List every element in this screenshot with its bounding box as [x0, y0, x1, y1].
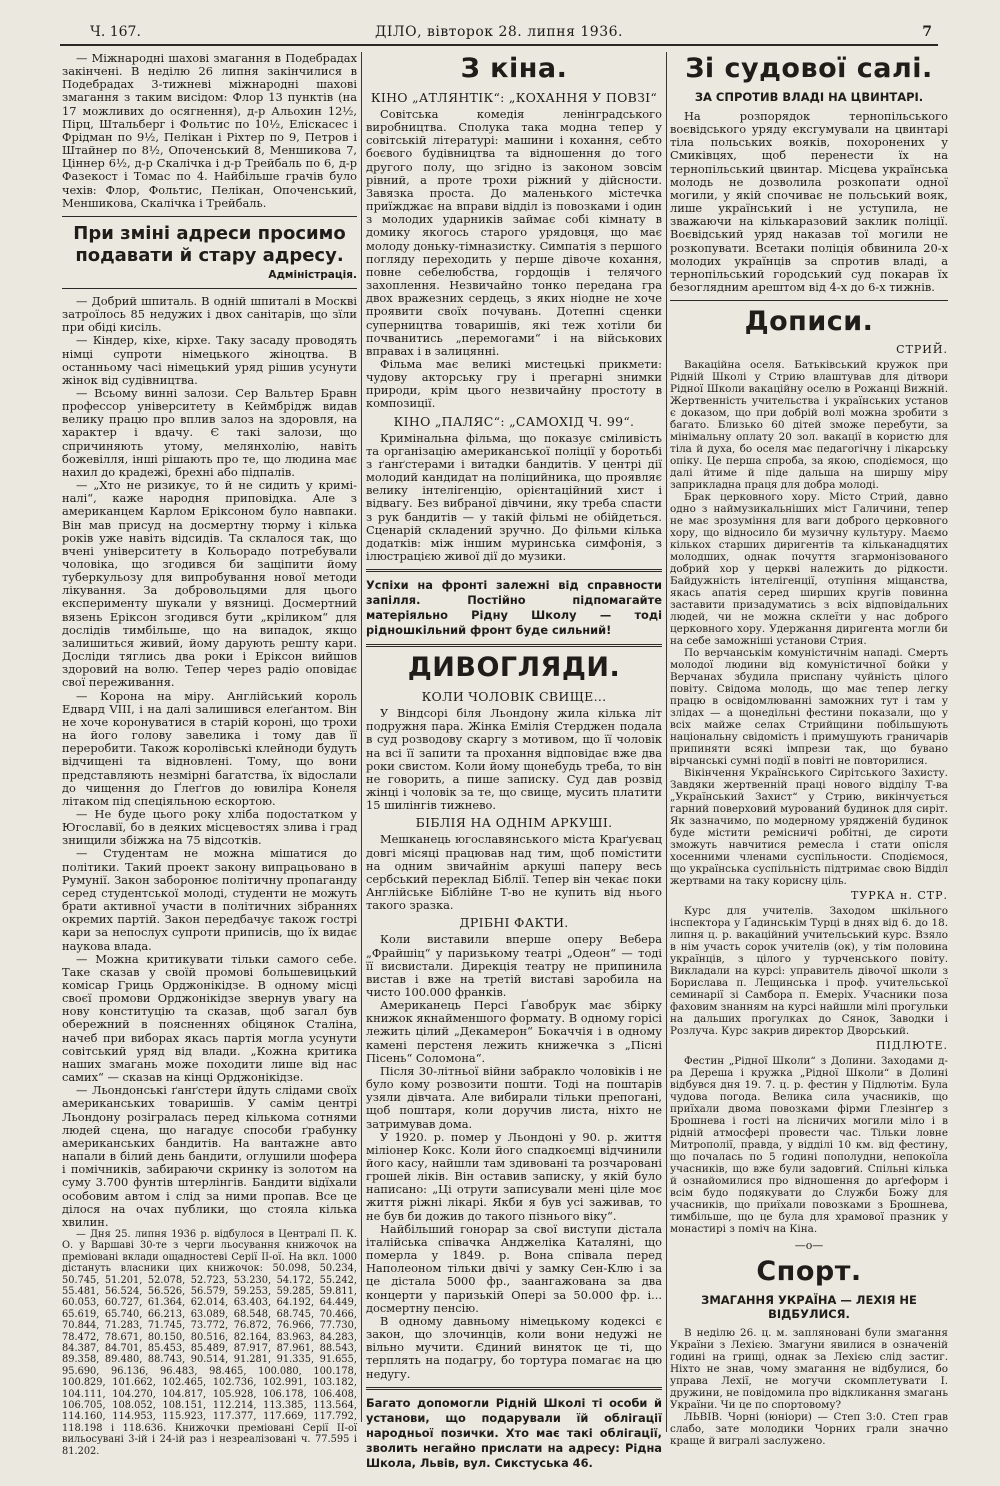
- film-review: Совітська комедія ленінградського виробництва. Сполука така модна тепер у совітській літературі: машини і кохання, себто боєвого будівництва та відношення до того другого полу, що згідно із законом зовсім рівний, а проте трохи ріжний у дійсности. Завязка проста. До маленького містечка приїжджає на вправи відділ із повозками і один з молодих ударників займає собі кімнату в домику якогось старого урядовця, що має молоду доньку-тімназистку. Симпатія з першого погляду переходить у перше дівоче кохання, повне себелюбства, гордощів і телячого захоплення. Незвичайно тонко передана гра двох вражезних сердець, з яких ніодне не хоче проявити своїх почувань. Дотепні сценки суперництва товаришів, які теж хотіли би почванитись „перемогами“ і на військових вправах і в залицянні.: [366, 107, 662, 358]
- letter-item: Фестин „Рідної Школи“ з Долини. Заходами д-ра Дереша і кружка „Рідної Школи“ в Долині відбувся дня 19. 7. ц. р. фестин у Підлютім. Була чудова погода. Велика сила учасників, що приїхали двома повозками фірми Глезінґер з Брошнева і гості на лісничих могили міло і в рідній атмосфері провести час. Тільки ловне Митрополії, правда, у відділі 10 км. від фестину, що почалась по 5 годині пополудни, непокоїла учасників, що вже були задовгий. Спільні кілька й ознайомилися про відношення до арґеформ і всім будо подякувати до Служби Божу для учасників, що приїхали повозками з Брошнева, тимбільше, що це була для храмової празник у монастирі з поміч на Кіна.: [670, 1055, 948, 1236]
- bonds-appeal: Багато допомогли Рідній Школі ті особи й установи, що подарували їй облігації народньої позички. Хто має такі облігації, зволить негайно прислати на адресу: Рідна Школа, Львів, вул. Сикстуська 46.: [366, 1395, 662, 1470]
- fact-item: Коли виставили вперше оперу Вебера „Фрайшіц“ у паризькому театрі „Одеон“ — тоді її висвистали. Дирекція театру не припинила вистав і вже на третій виставі заробила на чисто 100.000 франків.: [366, 932, 662, 999]
- fact-item: Американець Персі Ґавобрук має збірку книжок якнайменшого формату. В одному горісі лежить цілий „Декамерон“ Бокаччія і в одному камені перстеня лежить книжечка з „Пісні Пісень“ Соломона“.: [366, 998, 662, 1065]
- news-item: — Льондонські ґанґстери йдуть слідами своїх американських товаришів. У самім центрі Льондону розігралась перед кількома сотнями людей сцена, що нагадує способи ґрабунку американських бандитів. На вантажне авто напали в білий день бандити, оглушили шофера і помічників, забираючи скринку із золотом на суму 3.700 фунтів штерлінгів. Бандити відїхали особовим автом і слід за ними пропав. Все це ділося на очах публики, що стояла кілька хвилин.: [62, 1083, 357, 1229]
- news-item: — Корона на міру. Англійський король Едвард VIII, і на далі залишився елеґантом. Він не хоче коронуватися в старій короні, що трохи на його голову завелика і тому дав її переробити. Також королівські клейноди будуть відчищені та відновлені. Тому, що вони представляють незмірні багатства, їх відослали до чищення до Ґлеґгов до ювиліра Конеля літаком під спеціяльною ескортою.: [62, 688, 357, 808]
- news-item: — Добрий шпиталь. В одній шпиталі в Москві затроїлось 85 недужих і двох санітарів, що зїли при обіді кисіль.: [62, 293, 357, 335]
- chess-news: — Міжнародні шахові змагання в Подебрадах закінчені. В неділю 26 липня закінчилися в Подебрадах 3-тижневі міжнародні шахові змагання з таким висідом: Флор 13 пунктів (на 17 можливих до осягнення), д-р Альохин 12½, Пірц, Штальберг і Фольтис по 10½, Еліскасес і Фрідман по 9½, Пелікан і Ріхтер по 9, Петров і Штайнер по 8½, Опоченський 8, Меншикова 7, Ціннер 6½, д-р Скалічка і д-р Трейбаль по 6, д-р Фазекост і Томас по 4. Найбільше грачів було чехів: Флор, Фольтис, Пелікан, Опоченський, Меншикова, Скалічка і Трейбаль.: [62, 51, 357, 210]
- news-item: — „Хто не ризикує, то й не сидить у криміналі“, каже народня приповідка. Але з американцем Карлом Еріксоном було навпаки. Він мав присуд на досмертну тюрму і кілька років уже навіть відсидів. Та склалося так, що вчені університету в Кольорадо потребували чоловіка, що згодився би защіпити йому туберкульозу для випробування нової методи лікування. За добровольцями для цього експерименту шукали у вязниці. Досмертний вязень Еріксон згодився бути „кріликом“ для дослідів тимбільше, що на випадок, якщо залишиться живий, йому дарують решту кари. Досліди тяглись два роки і Еріксон вийшов здоровий на волю. Тепер через радіо оповідає свої переживання.: [62, 478, 357, 690]
- curio-title: БІБЛІЯ НА ОДНІМ АРКУШІ.: [415, 815, 613, 831]
- sport-text: В неділю 26. ц. м. запляновані були змагання України з Лехією. Змагуни явилися в означеній годині на грищі, однак за Лехією слід застиг. Ніхто не знав, чому змагання не відбулися, бо управа Лехії, не могучи скомплетувати І. дружини, не повідомила про відкликання змагань України. Чи це по спортовому?: [670, 1327, 948, 1412]
- dateline-pidliute: ПІДЛЮТЕ.: [875, 1039, 948, 1053]
- fact-item: В одному давньому німецькому кодексі є закон, що злочинців, коли вони недужі не вільно мучити. Єдиний виняток це ті, що терплять на подагру, бо тортура помагає на цю недугу.: [366, 1313, 662, 1381]
- divider: [62, 288, 357, 289]
- section-title-letters: Дописи.: [744, 306, 874, 338]
- section-title-sport: Спорт.: [756, 1256, 862, 1288]
- column-2: [366, 52, 662, 1470]
- dateline-turka: ТУРКА н. СТР.: [850, 889, 948, 903]
- court-text: На розпорядок тернопільського воєвідського уряду ексгумували на цвинтарі тіла польських вояків, похоронених у Смиківцях, щоб перенести їх на тернопільський цвинтар. Місцева українська молодь не дозволила розкопати одної могили, у якій спочиває не польський вояк, лише український і не уступила, не зважаючи на кількаразовий заклик поліції. Воєвідський уряд наказав тої могили не розкопувати. Всетаки поліція обвинила 20-х молодих українців за спротив владі, а тернопільський городський суд покарав їх безоглядним арештом від 4-х до 6-х тижнів.: [670, 109, 948, 295]
- dateline-stryi: СТРИЙ.: [896, 343, 948, 357]
- letter-item: Вакаційна оселя. Батьківський кружок при Рідній Школі у Стрию влаштував для дітвори Рідної Школи вакаційну оселю в Рожанці Вижній. Жертвенність учительства і українських установ є доказом, що при добрій волі можна зробити з багато. Близько 60 дітей зможе перебути, за мінімальну оплату 20 зол. вакації в користю для тіла й духа, бо оселя має педагогічну і лікарську опіку. Це перша спроба, за якою, сподіємося, що далі йтиме й піде дальша на ширшу міру заприкладна праця для добра молоді.: [670, 359, 948, 492]
- column-rule-right: [666, 52, 667, 1432]
- divider: [366, 644, 662, 647]
- lottery-results: — Дня 25. липня 1936 р. відбулося в Централі П. К. О. у Варшаві 30-те з черги льосування книжочок на преміовані вклади ощадностеві Серії II-ої. На вкл. 1000 дістануть власники цих книжочок: 50.098, 50.234, 50.745, 51.201, 52.078, 52.723, 53.230, 54.172, 55.242, 55.481, 56.524, 56.526, 56.579, 59.253, 59.285, 59.811, 60.053, 60.727, 61.364, 62.014, 63.403, 64.192, 64.449, 65.619, 65.740, 66.213, 63.089, 68.548, 68.745, 70.466, 70.844, 71.283, 71.745, 73.772, 76.872, 76.966, 77.730, 78.472, 78.671, 80.150, 80.516, 82.164, 83.963, 84.283, 84.387, 84.701, 85.453, 85.489, 87.917, 87.961, 88.543, 89.358, 89.480, 88.743, 90.514, 91.281, 91.335, 91.655, 95.690, 96.136, 96.483, 98.465, 100.080, 100.178, 100.829, 101.662, 102.465, 102.736, 102.991, 103.182, 104.111, 104.270, 104.817, 105.928, 106.178, 106.408, 106.705, 108.052, 108.151, 112.214, 113.385, 113.564, 114.160, 114.953, 115.923, 117.377, 117.669, 117.792, 118.198 і 118.636. Книжочки преміовані Серії II-ої вильосувані 3-ій і 24-ій раз і незреалізовані ч. 77.595 і 81.202.: [62, 1228, 357, 1457]
- issue-number: Ч. 167.: [90, 24, 141, 40]
- section-title-cinema: З кіна.: [460, 53, 568, 84]
- newspaper-title-date: ДІЛО, вівторок 28. липня 1936.: [375, 24, 623, 40]
- news-item: — Можна критикувати тільки самого себе. Таке сказав у своїй промові большевицький комісар Гриць Орджонікідзе. В одному місці своєї промови Орджонікідзе звернув увагу на нову конституцію та сказав, щоб загал був обережний в поясненнях обіцянок Сталіна, начеб при виборах якась партія могла усунути совітський уряд від влади. „Кожна критика наших змагань може походити лише від нас самих“ — сказав на кінці Орджонікідзе.: [62, 951, 357, 1085]
- letter-item: Брак церковного хору. Місто Стрий, давно одно з наймузикальніших міст Галичини, тепер не має зрозуміння для ваги доброго церковного хору, що відносило би музичну культуру. Маємо кількох старших диригентів та кільканадцятих молодших, однак почуття згармонізованого добрий хор у церкві належить до рідкости. Байдужність інтелігенції, отупіння міщанства, якась апатія серед ширших кругів повинна заставити призадуматись з всіх відповідальних людей, чи не можна склеїти у нас доброго церковного хору. Удержання диригента могли би на себе заможніші установи Стрия.: [670, 491, 948, 648]
- notice-signature: Адміністрація.: [268, 268, 357, 281]
- divider: [670, 300, 948, 301]
- column-rule-left: [361, 52, 362, 1422]
- curio-title: КОЛИ ЧОЛОВІК СВИЩЕ...: [421, 689, 607, 705]
- news-item: — Кіндер, кіхе, кірхе. Таку засаду проводять німці супроти німецького жіноцтва. В останньому часі німецький уряд рішив усунути жінок від судівництва.: [62, 333, 357, 387]
- divider: [366, 569, 662, 572]
- divider: [62, 216, 357, 217]
- section-title-curiosities: ДИВОГЛЯДИ.: [407, 652, 621, 684]
- news-item: — Студентам не можна мішатися до політики. Такий проект закону випрацьовано в Румунії. Закон заборонює політичну пропаганду серед студентської молоді, студенти не можуть брати активної участи в політичних зібраннях окремих партій. Закон передбачує також гострі кари за непослух супроти приписів, що їх видає наукова влада.: [62, 846, 357, 953]
- fact-item: Найбільший гонорар за свої виступи дістала італійська співачка Анджеліка Каталяні, що померла у 1849. р. Вона співала перед Наполеоном тільки двічі у замку Сен-Клю і за це дістала 5000 фр., заангажована за два концерти у паризькій Опері за 50.000 фр. і... досмертну пенсію.: [366, 1221, 662, 1315]
- curio-title: ДРІБНІ ФАКТИ.: [459, 915, 569, 931]
- film-title: КІНО „ПАЛЯС“: „САМОХІД Ч. 99“.: [393, 413, 635, 429]
- sport-title: ЗМАГАННЯ УКРАЇНА — ЛЕХІЯ НЕ ВІДБУЛИСЯ.: [701, 1293, 917, 1322]
- curio-text: У Віндсорі біля Льондону жила кілька літ подружня пара. Жінка Емілія Стерджен подала в суд розводову скаргу з мотивом, що її чоловік на всі її запити та прохання відповідає вже два роки свистом. Коли йому щонебудь треба, то він не говорить, а пише записку. Суд дав розвід жінці і чоловік за те, що свище, мусить платити 15 шилінгів тижнево.: [366, 706, 662, 813]
- section-title-court: Зі судової салі.: [685, 53, 933, 84]
- address-notice: При зміні адреси просимо подавати й стару адресу.: [73, 222, 346, 266]
- masthead: [60, 20, 938, 46]
- letter-item: Вікінчення Українського Сирітського Захисту. Завдяки жертвенній праці нового відділу Т-ва „Український Захист“ у Стрию, викінчується гарний поверховий мурований будинок для сиріт. Як зазначимо, по модерному урядженій будинок буде містити ремісничі робітні, де сироти зможуть навчитися ремесла і стати опісля хосенними членами суспільности. Сподіємося, що українська суспільність підтримає свою Відділ жертвами на таку корисну ціль.: [670, 767, 948, 888]
- letter-item: По верчанськім комуністичнім нападі. Смерть молодої людини від комуністичної бойки у Верчанах збудила приспану чуйність цілого повіту. Свідома молодь, що має тепер легку працю в освідомлюванні заможних тут і там у злідах — а щонедільні фестини показали, що у всіх майже селах Стрийщини побільшують національну свідомість і примушують граничарів припиняти всякі імпрези так, що бувано вірчанські сумні події в повіті не повторилися.: [670, 647, 948, 768]
- page-number: 7: [922, 24, 932, 40]
- curio-text: Мешканець югославянського міста Краґуєвац довгі місяці працював над тим, щоб помістити на одним звичайнім аркуші паперу весь сербський переклад Біблії. Тепер він чекає поки Англійське Біблійне Т-во не купить від нього такого зразка.: [366, 832, 662, 913]
- divider-mark: —о—: [794, 1239, 824, 1253]
- divider: [366, 1387, 662, 1390]
- court-title: ЗА СПРОТИВ ВЛАДІ НА ЦВИНТАРІ.: [694, 90, 924, 104]
- school-appeal: Успіхи на фронті залежні від справности запілля. Постійно підпомагайте матеріяльно Рідну Школу — тоді рідношкільний фронт буде сильний!: [366, 578, 662, 638]
- news-item: — Всьому винні залози. Сер Вальтер Бравн профессор університету в Кеймбрідж видав велику працю про вплив залоз на здоровля, на характер і вдачу. Є такі залози, що спричиняють утому, мелянхолію, навіть божевілля, інші рішають про те, що людина має нахил до крадежі, брехні або підпалів.: [62, 385, 357, 479]
- film-review: Кримінальна фільма, що показує сміливість та організацію американської поліції у боротьбі з ґанґстерами і витадки бандитів. У центрі дії молодий кандидат на поліцийника, що проявляє велику інтелігенцію, орієнтаційний хист і відвагу. Без вибраної дівчини, яку треба спасти з рук бандитів — у такій фільмі не обійдеться. Сценарій складений зручно. До фільми кілька додатків: між іншим муринська симфонія, з ілюстрацією живої дії до музики.: [366, 430, 662, 563]
- column-1: [62, 52, 357, 1462]
- fact-item: У 1920. р. помер у Льондоні у 90. р. життя міліонер Кокс. Коли його спадкоємці відчинили його касу, найшли там здивовані та розчаровані грошей ліків. Він оставив записку, у якій було написано: „Ці отрути записували мені ціле моє життя ріжні лікарі. Якби я був усі заживав, то не був би дожив до такого пізнього віку“.: [366, 1129, 662, 1223]
- column-3: [670, 52, 948, 1448]
- sport-text: ЛЬВІВ. Чорні (юніори) — Степ 3:0. Степ грав слабо, зате молодики Чорних грали значно краще й вигралі заслужено.: [670, 1411, 948, 1448]
- film-title: КІНО „АТЛЯНТІК“: „КОХАННЯ У ПОВЗІ“: [370, 90, 658, 105]
- news-item: — Не буде цього року хліба подостатком у Югославії, бо в деяких місцевостях злива і град знищили збіжжа на 75 відсотків.: [62, 806, 357, 848]
- fact-item: Після 30-літньої війни забракло чоловіків і не було кому розвозити пошти. Тоді на поштарів узяли дівчата. Але вибирали тільки препогані, щоб поштаря, коли доручив листа, ніхто не затримував дома.: [366, 1063, 662, 1131]
- film-review: Фільма має великі мистецькі прикмети: чудову акторську гру і прегарні знимки природи, крім цього незвичайну простоту в композиції.: [366, 356, 662, 411]
- letter-item: Курс для учителів. Заходом шкільного інспектора у Ґадинськім Турці в днях від 6. до 18. липня ц. р. вакаційний учительський курс. Взяло в нім участь сорок учителів (ок), у тім половина українців, з цілого у турченського повіту. Викладали на курсі: управитель дівочої школи з Борислава п. Лещинська і проф. учительської семинарії зі Самбора п. Емеріх. Учасники поза фаховим знанням на курсі найшли мілі прогульки на дальших прогулках до Сянок, Заводки і Розлуча. Курс закрив директор Дворський.: [670, 905, 948, 1038]
